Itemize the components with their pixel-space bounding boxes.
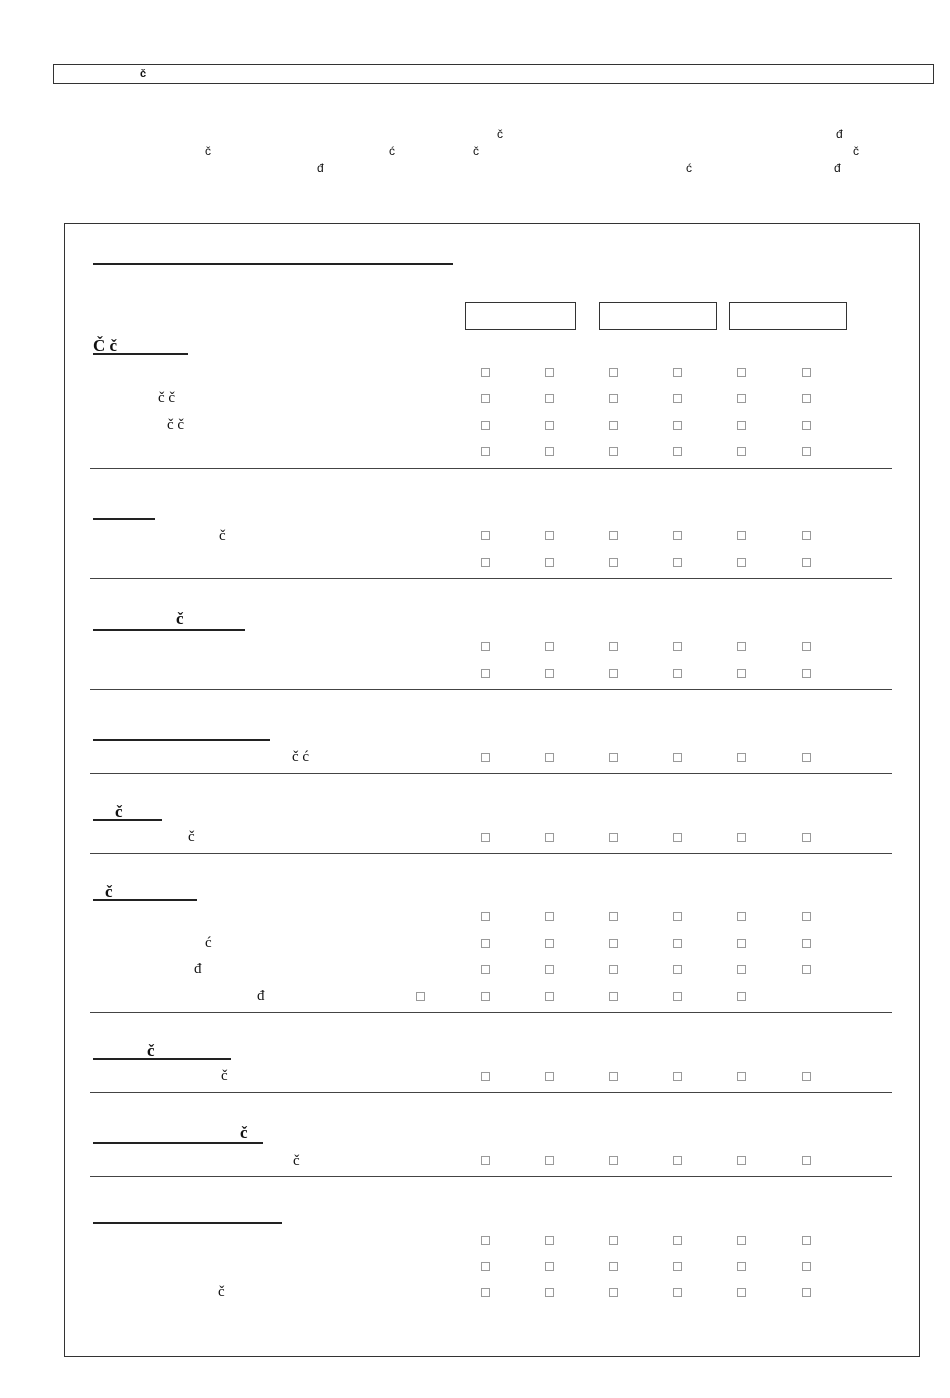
para-glyph: č bbox=[853, 144, 859, 158]
rating-checkbox[interactable] bbox=[802, 1262, 811, 1271]
rating-checkbox[interactable] bbox=[609, 1156, 618, 1165]
rating-checkbox[interactable] bbox=[481, 1236, 490, 1245]
section-underline bbox=[93, 629, 245, 631]
rating-checkbox[interactable] bbox=[737, 912, 746, 921]
rating-checkbox[interactable] bbox=[737, 965, 746, 974]
rating-checkbox[interactable] bbox=[545, 447, 554, 456]
para-glyph: ć bbox=[686, 161, 692, 175]
rating-checkbox[interactable] bbox=[481, 965, 490, 974]
rating-checkbox[interactable] bbox=[737, 642, 746, 651]
rating-checkbox[interactable] bbox=[673, 1236, 682, 1245]
rating-checkbox[interactable] bbox=[673, 394, 682, 403]
rating-checkbox[interactable] bbox=[737, 447, 746, 456]
column-header-box-1 bbox=[465, 302, 576, 330]
section-divider bbox=[90, 689, 892, 690]
rating-checkbox[interactable] bbox=[545, 394, 554, 403]
rating-checkbox[interactable] bbox=[802, 1072, 811, 1081]
rating-checkbox[interactable] bbox=[545, 992, 554, 1001]
rating-checkbox[interactable] bbox=[673, 669, 682, 678]
para-glyph: đ bbox=[836, 127, 843, 141]
section-divider bbox=[90, 578, 892, 579]
rating-checkbox[interactable] bbox=[481, 1072, 490, 1081]
rating-checkbox[interactable] bbox=[481, 1288, 490, 1297]
rating-checkbox[interactable] bbox=[609, 1072, 618, 1081]
row-label: č bbox=[293, 1153, 300, 1169]
title-glyph: č bbox=[140, 68, 147, 80]
rating-checkbox[interactable] bbox=[609, 421, 618, 430]
rating-checkbox[interactable] bbox=[802, 447, 811, 456]
header-underline bbox=[93, 263, 453, 265]
rating-checkbox[interactable] bbox=[802, 1156, 811, 1165]
rating-checkbox[interactable] bbox=[737, 1288, 746, 1297]
rating-checkbox[interactable] bbox=[545, 421, 554, 430]
rating-checkbox[interactable] bbox=[802, 421, 811, 430]
rating-checkbox[interactable] bbox=[481, 669, 490, 678]
rating-checkbox[interactable] bbox=[481, 753, 490, 762]
rating-checkbox[interactable] bbox=[481, 421, 490, 430]
rating-checkbox[interactable] bbox=[609, 912, 618, 921]
rating-checkbox[interactable] bbox=[609, 394, 618, 403]
rating-checkbox[interactable] bbox=[737, 394, 746, 403]
rating-checkbox[interactable] bbox=[802, 1236, 811, 1245]
section-underline bbox=[93, 518, 155, 520]
rating-checkbox[interactable] bbox=[802, 1288, 811, 1297]
row-label: ć bbox=[205, 935, 212, 951]
rating-checkbox[interactable] bbox=[545, 1288, 554, 1297]
section-divider bbox=[90, 853, 892, 854]
rating-checkbox[interactable] bbox=[802, 965, 811, 974]
row-label: č bbox=[221, 1068, 228, 1084]
rating-checkbox[interactable] bbox=[802, 531, 811, 540]
para-glyph: č bbox=[473, 144, 479, 158]
section-title: č bbox=[115, 802, 123, 821]
rating-checkbox[interactable] bbox=[609, 669, 618, 678]
rating-checkbox[interactable] bbox=[673, 833, 682, 842]
rating-checkbox[interactable] bbox=[481, 531, 490, 540]
rating-checkbox[interactable] bbox=[609, 1262, 618, 1271]
section-divider bbox=[90, 773, 892, 774]
rating-checkbox[interactable] bbox=[802, 833, 811, 842]
para-glyph: č bbox=[205, 144, 211, 158]
rating-checkbox[interactable] bbox=[737, 992, 746, 1001]
rating-checkbox[interactable] bbox=[545, 965, 554, 974]
section-title: č bbox=[176, 609, 184, 628]
rating-checkbox[interactable] bbox=[481, 447, 490, 456]
para-glyph: đ bbox=[834, 161, 841, 175]
section-divider bbox=[90, 1176, 892, 1177]
rating-checkbox[interactable] bbox=[545, 642, 554, 651]
rating-checkbox[interactable] bbox=[609, 368, 618, 377]
rating-checkbox[interactable] bbox=[737, 1072, 746, 1081]
column-header-box-2 bbox=[599, 302, 717, 330]
rating-checkbox[interactable] bbox=[737, 421, 746, 430]
form-title-box bbox=[53, 64, 934, 84]
rating-checkbox[interactable] bbox=[481, 992, 490, 1001]
rating-checkbox[interactable] bbox=[481, 939, 490, 948]
rating-checkbox[interactable] bbox=[673, 753, 682, 762]
para-glyph: ć bbox=[389, 144, 395, 158]
rating-checkbox[interactable] bbox=[673, 421, 682, 430]
section-title: č bbox=[240, 1123, 248, 1142]
rating-checkbox[interactable] bbox=[609, 992, 618, 1001]
rating-checkbox[interactable] bbox=[609, 531, 618, 540]
rating-checkbox[interactable] bbox=[481, 394, 490, 403]
column-header-box-3 bbox=[729, 302, 847, 330]
rating-checkbox[interactable] bbox=[673, 368, 682, 377]
rating-checkbox[interactable] bbox=[673, 1262, 682, 1271]
rating-checkbox[interactable] bbox=[673, 1288, 682, 1297]
rating-checkbox[interactable] bbox=[737, 753, 746, 762]
rating-checkbox[interactable] bbox=[802, 558, 811, 567]
rating-checkbox[interactable] bbox=[737, 531, 746, 540]
row-label: č č bbox=[158, 390, 176, 406]
rating-checkbox[interactable] bbox=[545, 1262, 554, 1271]
section-underline bbox=[93, 1142, 263, 1144]
rating-checkbox[interactable] bbox=[545, 753, 554, 762]
rating-checkbox[interactable] bbox=[737, 669, 746, 678]
row-label: č bbox=[218, 1284, 225, 1300]
rating-checkbox[interactable] bbox=[481, 642, 490, 651]
section-divider bbox=[90, 1092, 892, 1093]
rating-checkbox[interactable] bbox=[416, 992, 425, 1001]
rating-checkbox[interactable] bbox=[737, 833, 746, 842]
rating-checkbox[interactable] bbox=[609, 558, 618, 567]
row-label: đ bbox=[194, 961, 202, 977]
rating-checkbox[interactable] bbox=[737, 368, 746, 377]
rating-checkbox[interactable] bbox=[737, 1262, 746, 1271]
rating-checkbox[interactable] bbox=[673, 912, 682, 921]
para-glyph: č bbox=[497, 127, 503, 141]
rating-checkbox[interactable] bbox=[737, 558, 746, 567]
rating-checkbox[interactable] bbox=[545, 912, 554, 921]
rating-checkbox[interactable] bbox=[802, 669, 811, 678]
section-divider bbox=[90, 468, 892, 469]
rating-checkbox[interactable] bbox=[673, 965, 682, 974]
rating-checkbox[interactable] bbox=[673, 939, 682, 948]
rating-checkbox[interactable] bbox=[545, 368, 554, 377]
section-underline bbox=[93, 1058, 231, 1060]
rating-checkbox[interactable] bbox=[802, 394, 811, 403]
rating-checkbox[interactable] bbox=[737, 1156, 746, 1165]
rating-checkbox[interactable] bbox=[609, 1236, 618, 1245]
rating-checkbox[interactable] bbox=[545, 531, 554, 540]
rating-checkbox[interactable] bbox=[673, 447, 682, 456]
rating-checkbox[interactable] bbox=[609, 447, 618, 456]
rating-checkbox[interactable] bbox=[545, 1236, 554, 1245]
rating-checkbox[interactable] bbox=[609, 642, 618, 651]
rating-checkbox[interactable] bbox=[802, 642, 811, 651]
rating-checkbox[interactable] bbox=[545, 939, 554, 948]
row-label: č ć bbox=[292, 749, 310, 765]
rating-checkbox[interactable] bbox=[609, 833, 618, 842]
rating-checkbox[interactable] bbox=[481, 912, 490, 921]
rating-checkbox[interactable] bbox=[545, 669, 554, 678]
section-underline bbox=[93, 819, 162, 821]
rating-checkbox[interactable] bbox=[481, 1156, 490, 1165]
rating-checkbox[interactable] bbox=[802, 939, 811, 948]
section-title: Č č bbox=[93, 336, 118, 355]
rating-checkbox[interactable] bbox=[545, 833, 554, 842]
row-label: č bbox=[219, 528, 226, 544]
section-title: č bbox=[105, 882, 113, 901]
rating-checkbox[interactable] bbox=[609, 1288, 618, 1297]
rating-form-panel bbox=[64, 223, 920, 1357]
rating-checkbox[interactable] bbox=[609, 965, 618, 974]
section-divider bbox=[90, 1012, 892, 1013]
row-label: č č bbox=[167, 417, 185, 433]
rating-checkbox[interactable] bbox=[481, 368, 490, 377]
rating-checkbox[interactable] bbox=[481, 1262, 490, 1271]
rating-checkbox[interactable] bbox=[673, 531, 682, 540]
rating-checkbox[interactable] bbox=[737, 939, 746, 948]
rating-checkbox[interactable] bbox=[609, 753, 618, 762]
rating-checkbox[interactable] bbox=[545, 1156, 554, 1165]
rating-checkbox[interactable] bbox=[802, 368, 811, 377]
rating-checkbox[interactable] bbox=[673, 642, 682, 651]
rating-checkbox[interactable] bbox=[545, 558, 554, 567]
rating-checkbox[interactable] bbox=[481, 833, 490, 842]
row-label: đ bbox=[257, 988, 265, 1004]
rating-checkbox[interactable] bbox=[481, 558, 490, 567]
section-underline bbox=[93, 1222, 282, 1224]
rating-checkbox[interactable] bbox=[673, 992, 682, 1001]
section-underline bbox=[93, 739, 270, 741]
section-title: č bbox=[147, 1041, 155, 1060]
row-label: č bbox=[188, 829, 195, 845]
rating-checkbox[interactable] bbox=[545, 1072, 554, 1081]
rating-checkbox[interactable] bbox=[673, 558, 682, 567]
rating-checkbox[interactable] bbox=[802, 912, 811, 921]
rating-checkbox[interactable] bbox=[802, 753, 811, 762]
rating-checkbox[interactable] bbox=[673, 1156, 682, 1165]
rating-checkbox[interactable] bbox=[737, 1236, 746, 1245]
para-glyph: đ bbox=[317, 161, 324, 175]
rating-checkbox[interactable] bbox=[673, 1072, 682, 1081]
rating-checkbox[interactable] bbox=[609, 939, 618, 948]
